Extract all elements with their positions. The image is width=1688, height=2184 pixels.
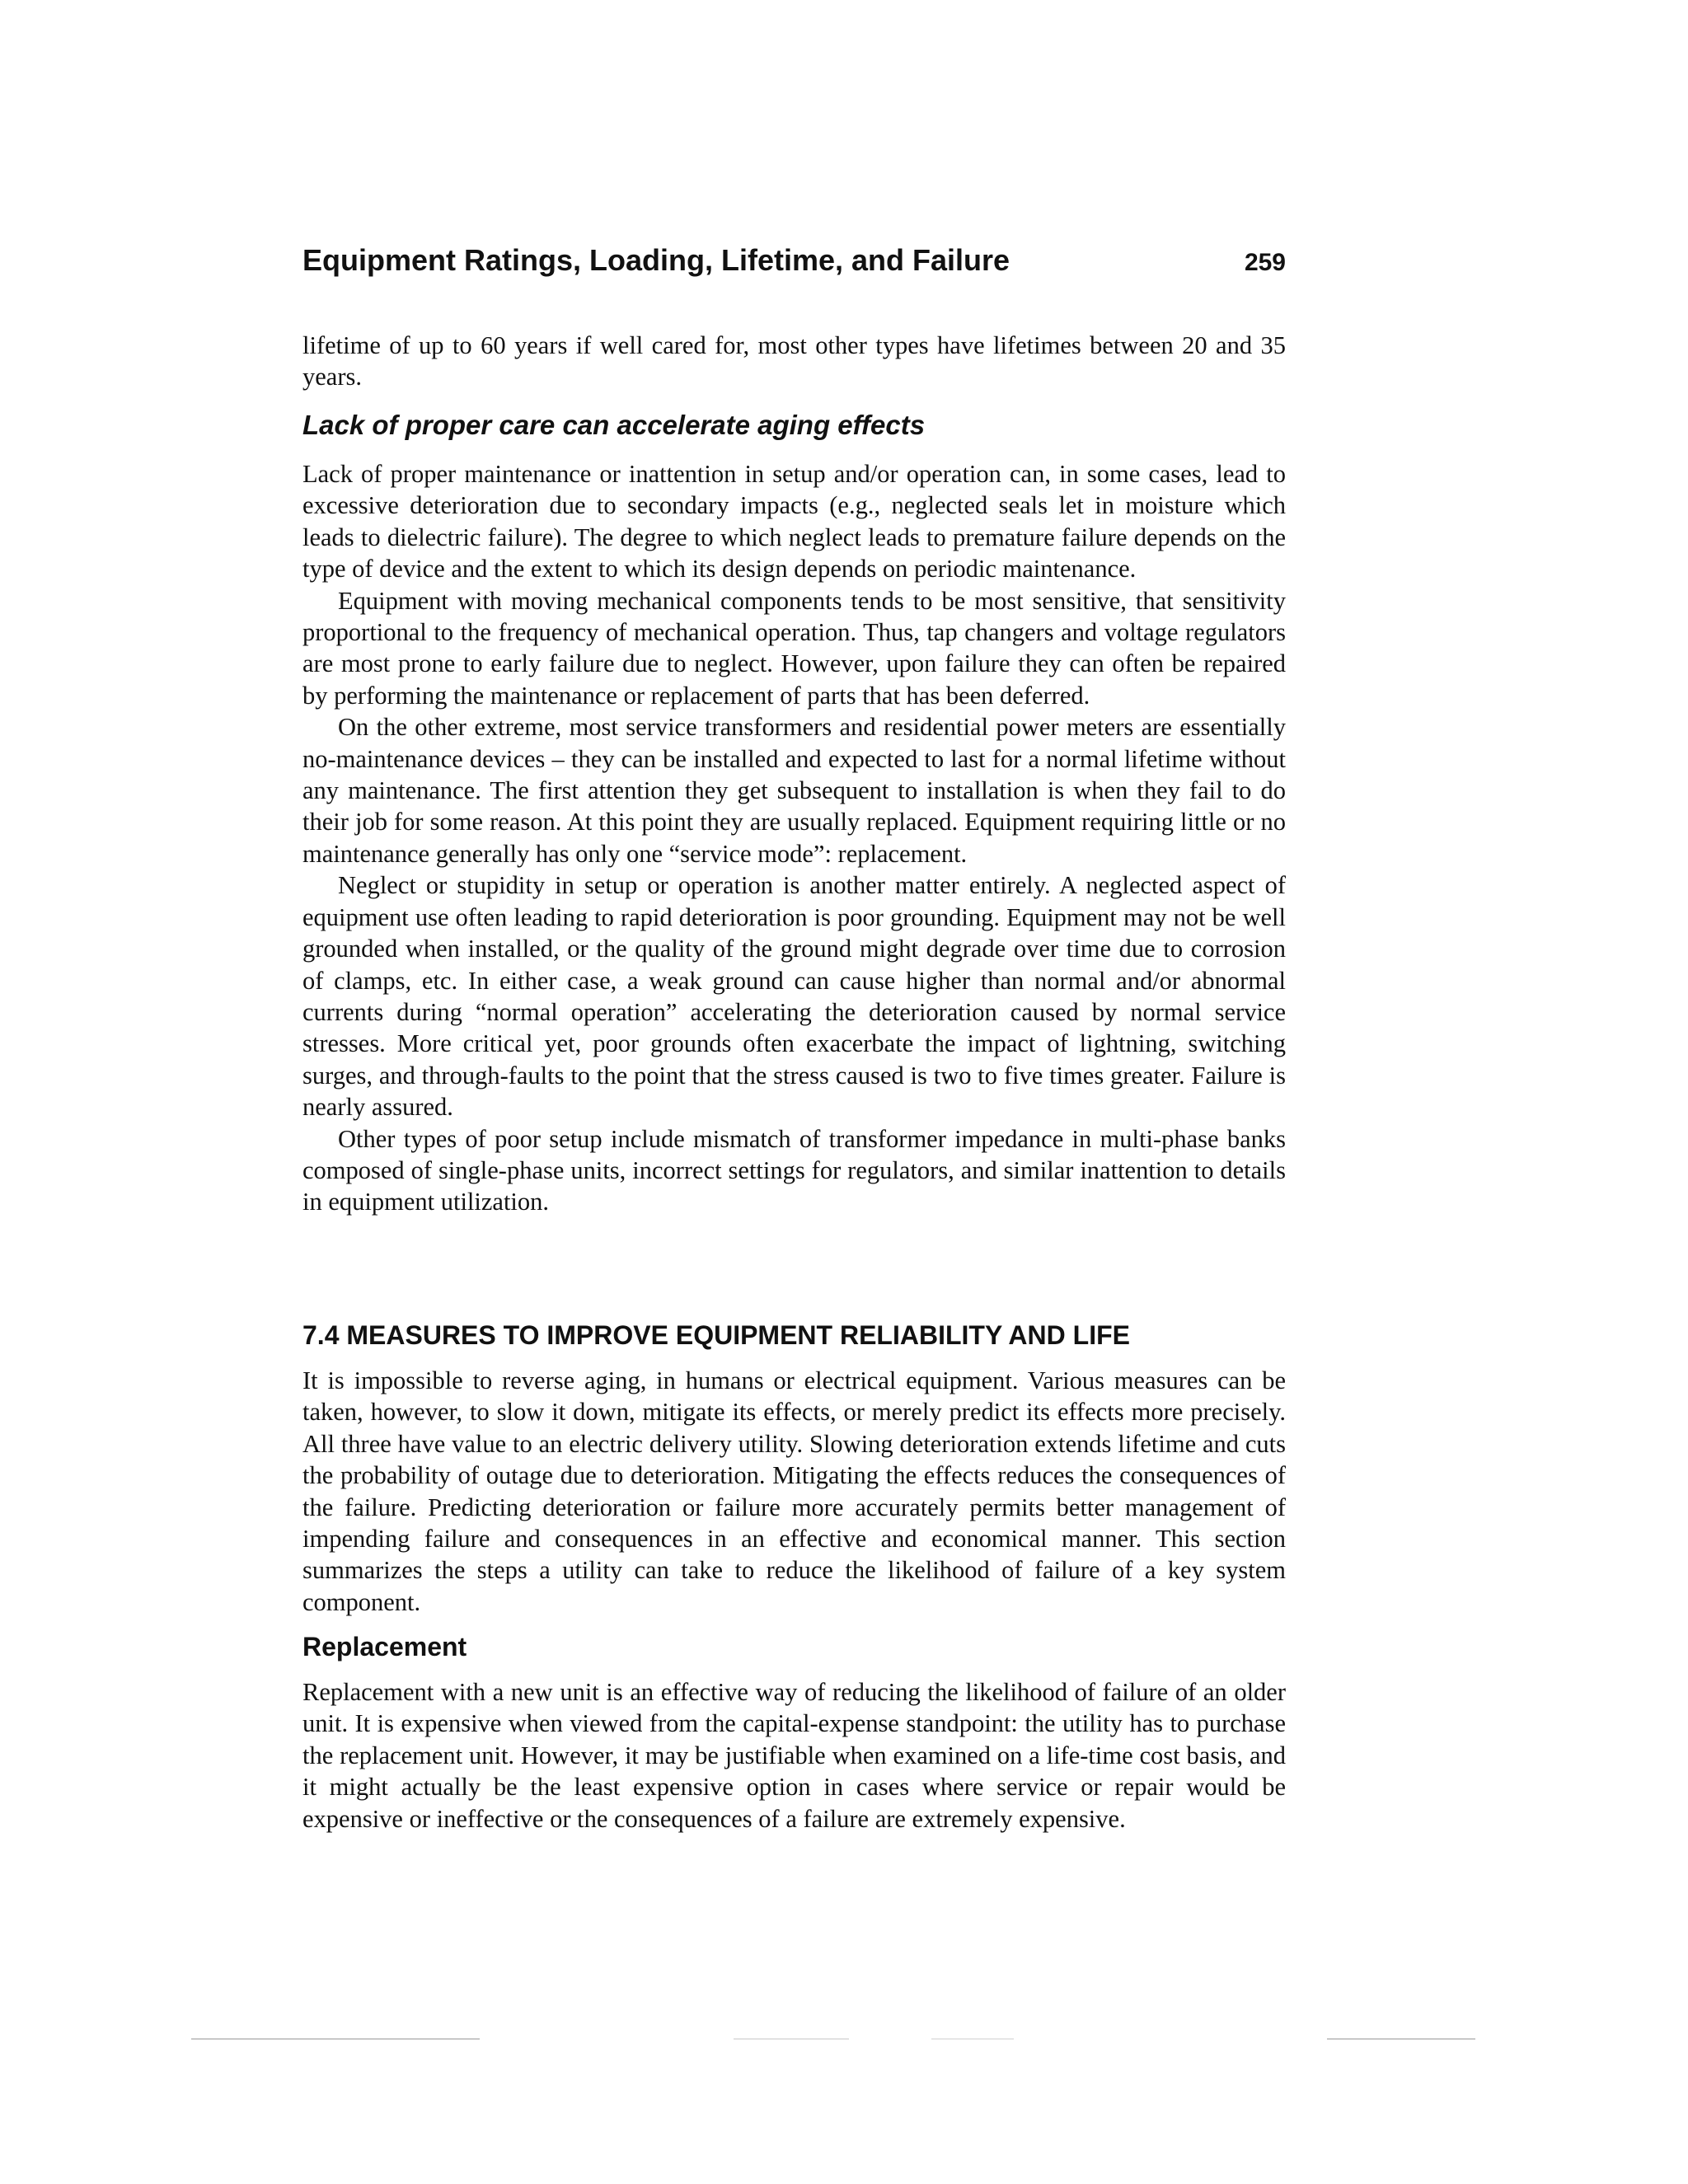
scan-artifact-right bbox=[1327, 2038, 1475, 2040]
scan-artifact-left bbox=[191, 2038, 480, 2040]
replacement-body bbox=[302, 1676, 1286, 1835]
care-paragraph-3: On the other extreme, most service transformers and residential power meters are essentially no-maintenance devices – they can be installed and expected to last for a normal lifetime without any maintenance. The first attention they get subsequent to installation is when they fail to do their job for some reason. At this point they are usually replaced. Equipment requiring little or no maintenance generally has only one “service mode”: replacement. bbox=[302, 713, 1286, 868]
subsection-heading-care: Lack of proper care can accelerate aging effects bbox=[302, 410, 926, 440]
chapter-title: Equipment Ratings, Loading, Lifetime, and Failure bbox=[302, 243, 1010, 277]
section-7-4-body bbox=[302, 1365, 1286, 1618]
subsection-care-body bbox=[302, 458, 1286, 1218]
section-heading-7-4: 7.4 MEASURES TO IMPROVE EQUIPMENT RELIABILITY AND LIFE bbox=[302, 1320, 1130, 1350]
care-paragraph-4: Neglect or stupidity in setup or operation is another matter entirely. A neglected aspect of equipment use often leading to rapid deterioration is poor grounding. Equipment may not be well grounded when installed, or the quality of the ground might degrade over time due to corrosion of clamps, etc. In either case, a weak ground can cause higher than normal and/or abnormal currents during “normal operation” accelerating the deterioration caused by normal service stresses. More critical yet, poor grounds often exacerbate the impact of lightning, switching surges, and through-faults to the point that the stress caused is two to five times greater. Failure is nearly assured. bbox=[302, 871, 1286, 1122]
running-header bbox=[302, 242, 1286, 281]
intro-text bbox=[302, 330, 1286, 393]
subsection-heading-replacement: Replacement bbox=[302, 1632, 467, 1661]
care-paragraph-2: Equipment with moving mechanical components tends to be most sensitive, that sensitivity proportional to the frequency of mechanical operation. Thus, tap changers and voltage regulators are most prone to early failure due to neglect. However, upon failure they can often be repaired by performing the maintenance or replacement of parts that has been deferred. bbox=[302, 586, 1286, 710]
scan-artifact-center-right bbox=[931, 2038, 1014, 2040]
section-7-4-paragraph: It is impossible to reverse aging, in humans or electrical equipment. Various measures can be taken, however, to slow it down, mitigate its effects, or merely predict its effects more precisely. All three have value to an electric delivery utility. Slowing deterioration extends lifetime and cuts the probability of outage due to deterioration. Mitigating the effects reduces the consequences of the failure. Predicting deterioration or failure more accurately permits better management of impending failure and consequences in an effective and economical manner. This section summarizes the steps a utility can take to reduce the likelihood of failure of a key system component. bbox=[302, 1366, 1286, 1616]
care-paragraph-5: Other types of poor setup include mismatch of transformer impedance in multi-phase banks composed of single-phase units, incorrect settings for regulators, and similar inattention to details in equipment utilization. bbox=[302, 1124, 1286, 1216]
care-paragraph-1: Lack of proper maintenance or inattention in setup and/or operation can, in some cases, lead to excessive deterioration due to secondary impacts (e.g., neglected seals let in moisture which leads to dielectric failure). The degree to which neglect leads to premature failure depends on the type of device and the extent to which its design depends on periodic maintenance. bbox=[302, 460, 1286, 583]
page-number: 259 bbox=[1244, 249, 1286, 276]
replacement-paragraph: Replacement with a new unit is an effective way of reducing the likelihood of failure of an older unit. It is expensive when viewed from the capital-expense standpoint: the utility has to purchase the replacement unit. However, it may be justifiable when examined on a life-time cost basis, and it might actually be the least expensive option in cases where service or repair would be expensive or ineffective or the consequences of a failure are extremely expensive. bbox=[302, 1678, 1286, 1833]
intro-paragraph: lifetime of up to 60 years if well cared for, most other types have lifetimes between 20 and 35 years. bbox=[302, 331, 1286, 391]
scan-artifact-center bbox=[734, 2038, 849, 2040]
